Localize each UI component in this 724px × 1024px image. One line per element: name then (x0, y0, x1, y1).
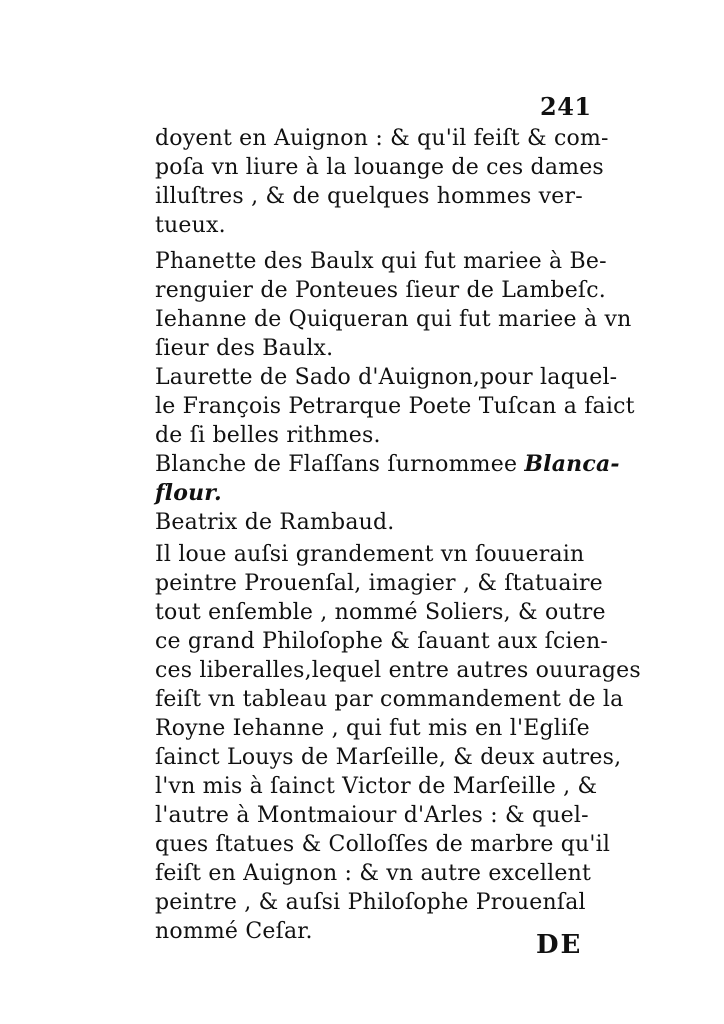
text-line: peintre , & auſsi Philoſophe Prouenſal (155, 890, 586, 915)
text-line: Iehanne de Quiqueran qui fut mariee à vn (155, 307, 632, 332)
text-line: ces liberalles,lequel entre autres ouurages (155, 658, 641, 683)
text-line: ques ſtatues & Colloſſes de marbre qu'il (155, 832, 611, 857)
catchword: DE (536, 930, 583, 960)
text-line: poſa vn liure à la louange de ces dames (155, 155, 604, 180)
text-line (155, 479, 595, 508)
text-line: Royne Iehanne , qui fut mis en l'Egliſe (155, 716, 590, 741)
text-line: ſieur des Baulx. (155, 336, 334, 361)
text-line: nommé Ceſar. (155, 919, 313, 944)
text-line: illuſtres , & de quelques hommes ver- (155, 184, 583, 209)
text-line: le François Petrarque Poete Tuſcan a faict (155, 394, 635, 419)
main-paragraph (155, 540, 641, 946)
text-line: Phanette des Baulx qui fut mariee à Be- (155, 249, 607, 274)
text-line: Laurette de Sado d'Auignon,pour laquel- (155, 365, 618, 390)
text-line: Il loue auſsi grandement vn ſouuerain (155, 542, 585, 567)
text-segment: Blanche de Flaſſans ſurnommee (155, 452, 518, 477)
text-line: peintre Prouenſal, imagier , & ſtatuaire (155, 571, 603, 596)
page-number: 241 (540, 92, 592, 121)
italic-word: Blanca- (524, 451, 620, 477)
italic-word: flour. (155, 480, 222, 506)
text-line: feiſt vn tableau par commandement de la (155, 687, 624, 712)
text-line: renguier de Ponteues ſieur de Lambeſc. (155, 278, 606, 303)
text-line: tueux. (155, 213, 226, 238)
text-line: ce grand Philoſophe & ſauant aux ſcien- (155, 629, 608, 654)
text-line: tout enſemble , nommé Soliers, & outre (155, 600, 606, 625)
text-line: Beatrix de Rambaud. (155, 510, 395, 535)
text-line: l'autre à Montmaiour d'Arles : & quel- (155, 803, 589, 828)
ladies-list (155, 247, 635, 537)
text-line: doyent en Auignon : & qu'il feiſt & com- (155, 126, 609, 151)
text-line: ſainct Louys de Marſeille, & deux autres, (155, 745, 622, 770)
text-line: l'vn mis à ſainct Victor de Marſeille , & (155, 774, 598, 799)
text-line: de ſi belles rithmes. (155, 423, 381, 448)
text-line (155, 450, 620, 479)
text-line: feiſt en Auignon : & vn autre excellent (155, 861, 592, 886)
intro-text (155, 124, 609, 240)
